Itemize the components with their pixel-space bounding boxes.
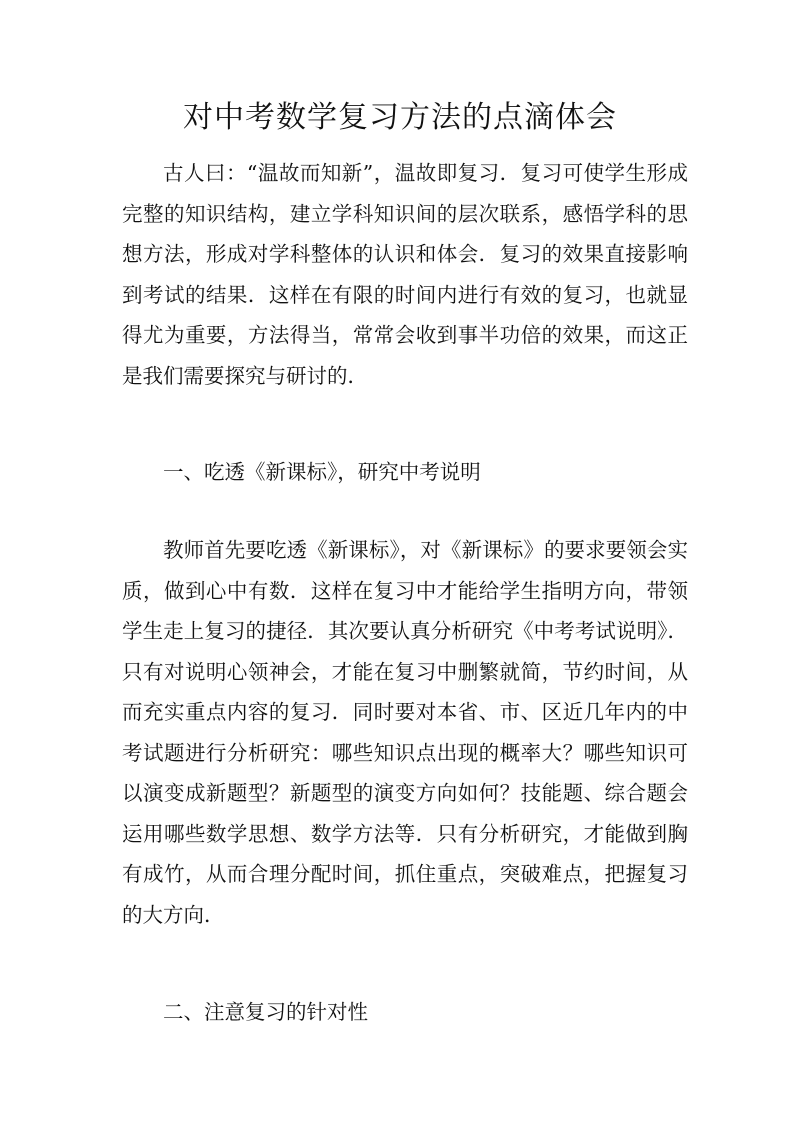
document-title: 对中考数学复习方法的点滴体会 — [183, 100, 617, 135]
intro-paragraph: 古人曰：“温故而知新”，温故即复习．复习可使学生形成完整的知识结构，建立学科知识间的层次联系，感悟学科的思想方法，形成对学科整体的认识和体会．复习的效果直接影响到考试的结果．这样在有限的时间内进行有效的复习，也就显得尤为重要，方法得当，常常会收到事半功倍的效果，而这正是我们需要探究与研讨的． — [122, 161, 688, 388]
section-heading-1: 一、吃透《新课标》，研究中考说明 — [163, 460, 481, 484]
section-1-paragraph: 教师首先要吃透《新课标》，对《新课标》的要求要领会实质，做到心中有数．这样在复习中才能给学生指明方向，带领学生走上复习的捷径．其次要认真分析研究《中考考试说明》．只有对说明心领神会，才能在复习中删繁就简，节约时间，从而充实重点内容的复习．同时要对本省、市、区近几年内的中考试题进行分析研究：哪些知识点出现的概率大？哪些知识可以演变成新题型？新题型的演变方向如何？技能题、综合题会运用哪些数学思想、数学方法等．只有分析研究，才能做到胸有成竹，从而合理分配时间，抓住重点，突破难点，把握复习的大方向． — [122, 538, 688, 927]
section-heading-2: 二、注意复习的针对性 — [163, 1000, 368, 1024]
